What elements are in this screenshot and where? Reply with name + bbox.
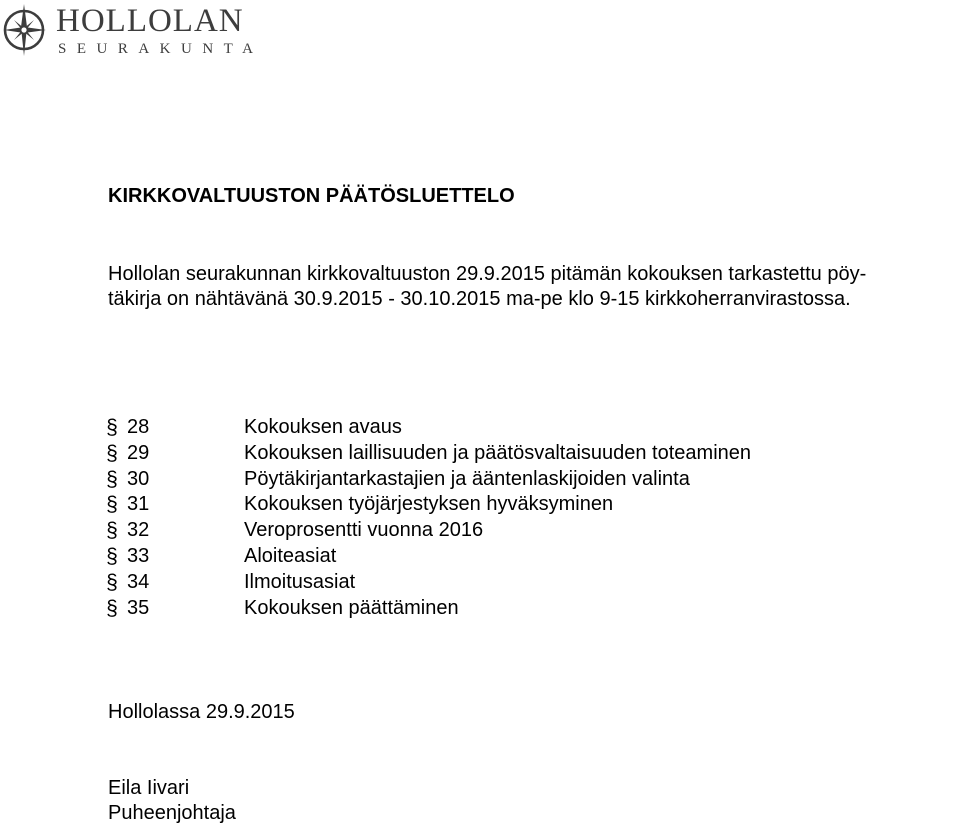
agenda-title: Kokouksen päättäminen	[244, 596, 459, 619]
agenda-list	[103, 415, 752, 621]
agenda-title: Pöytäkirjantarkastajien ja ääntenlaskijoiden valinta	[244, 467, 690, 490]
agenda-item	[103, 467, 690, 493]
agenda-title: Kokouksen laillisuuden ja päätösvaltaisuuden toteaminen	[244, 441, 752, 464]
agenda-number: 30	[127, 467, 150, 490]
intro-line: täkirja on nähtävänä 30.9.2015 - 30.10.2015 ma-pe klo 9-15 kirkkoherranvirastossa.	[108, 288, 851, 310]
intro-paragraph	[108, 262, 953, 312]
section-sign: §	[106, 570, 118, 594]
agenda-number: 28	[127, 416, 150, 438]
intro-line: Hollolan seurakunnan kirkkovaltuuston 29.9.2015 pitämän kokouksen tarkastettu pöy-	[108, 263, 867, 285]
agenda-item	[103, 570, 356, 596]
agenda-number: 32	[127, 519, 150, 542]
agenda-item	[103, 492, 614, 518]
agenda-item	[103, 518, 484, 544]
section-sign: §	[106, 441, 118, 465]
agenda-number: 31	[127, 493, 150, 516]
place-and-date: Hollolassa 29.9.2015	[108, 701, 295, 723]
agenda-item	[103, 441, 752, 467]
agenda-title: Kokouksen avaus	[244, 416, 402, 438]
agenda-number: 34	[127, 570, 150, 593]
section-sign: §	[106, 493, 118, 517]
agenda-title: Veroprosentti vuonna 2016	[244, 519, 484, 542]
signer-name: Eila Iivari	[108, 777, 190, 799]
agenda-title: Kokouksen työjärjestyksen hyväksyminen	[244, 493, 614, 516]
section-sign: §	[106, 519, 118, 543]
agenda-item	[103, 415, 402, 441]
signature-block	[108, 776, 236, 826]
agenda-title: Aloiteasiat	[244, 544, 337, 567]
document-title: KIRKKOVALTUUSTON PÄÄTÖSLUETTELO	[108, 185, 515, 207]
section-sign: §	[106, 544, 118, 568]
section-sign: §	[106, 467, 118, 491]
agenda-item	[103, 596, 459, 622]
agenda-number: 29	[127, 441, 150, 464]
agenda-item	[103, 544, 337, 570]
logo-name: HOLLOLAN	[56, 3, 244, 39]
agenda-number: 35	[127, 596, 150, 619]
section-sign: §	[106, 596, 118, 620]
agenda-number: 33	[127, 544, 150, 567]
agenda-title: Ilmoitusasiat	[244, 570, 356, 593]
parish-logo	[0, 0, 280, 64]
signer-role: Puheenjohtaja	[108, 802, 236, 824]
compass-rose-logo-icon	[2, 2, 48, 60]
section-sign: §	[106, 416, 118, 439]
logo-subtitle: SEURAKUNTA	[58, 41, 264, 57]
